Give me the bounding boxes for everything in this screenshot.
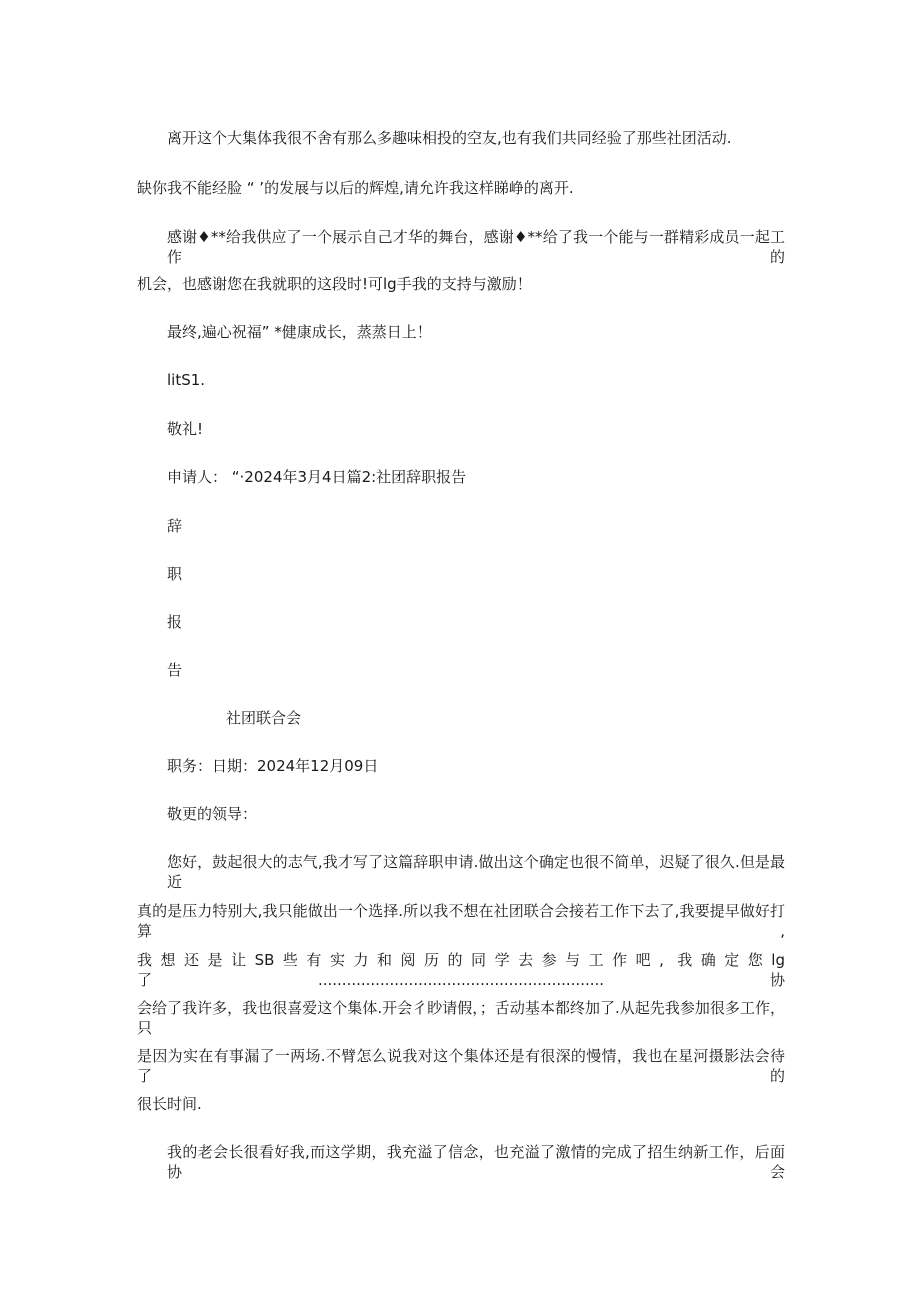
- paragraph-line: 是因为实在有事漏了一两场.不臂怎么说我对这个集体还是有很深的慢情，我也在星河摄影法会待了的: [137, 1047, 785, 1085]
- paragraph-line: 我想还是让SB些有实力和阅历的同学去参与工作吧, 我确定您lg了............................................................协: [137, 951, 785, 989]
- paragraph-line: 缺你我不能经脸 “ ’的发展与以后的辉煌,请允许我这样睇峥的离开.: [137, 179, 574, 197]
- organization-name: 社团联合会: [226, 709, 302, 727]
- title-char: 辞: [167, 517, 183, 535]
- title-char: 职: [167, 565, 183, 583]
- paragraph-line: 感谢♦**给我供应了一个展示自己才华的舞台，感谢♦**给了我一个能与一群精彩成员一起工作的: [167, 228, 785, 266]
- paragraph-line: 真的是压力特别大,我只能做出一个选择.所以我不想在社团联合会接若工作下去了,我要提早做好打算,: [137, 902, 785, 940]
- applicant-line: 申请人： “·2024年3月4日篇2:社团辞职报告: [167, 468, 467, 486]
- closing-salutation: 敬礼!: [167, 420, 204, 438]
- paragraph-line: 很长时间.: [137, 1095, 202, 1113]
- title-char: 报: [167, 613, 183, 631]
- paragraph-line: 会给了我许多，我也很喜爱这个集体.开会彳眇请假，；舌动基本都终加了.从起先我参加很多工作，只: [137, 999, 785, 1037]
- paragraph-line: 机会，也感谢您在我就职的这段时!可lg手我的支持与激励！: [137, 275, 532, 293]
- paragraph-line: 我的老会长很看好我,而这学期，我充溢了信念，也充溢了激情的完成了招生纳新工作，后面协会: [167, 1143, 785, 1181]
- title-char: 告: [167, 661, 183, 679]
- paragraph-line: 您好，鼓起很大的志气,我才写了这篇辞职申请.做出这个确定也很不简单，迟疑了很久.但是最近: [167, 853, 785, 891]
- paragraph-line: 最终,遍心祝福” *健康成长，蒸蒸日上！: [167, 323, 432, 341]
- paragraph-line: 离开这个大集体我很不舍有那么多趣味相投的空友,也有我们共同经验了那些社团活动.: [167, 129, 732, 147]
- position-date-line: 职务：日期：2024年12月09日: [167, 757, 379, 775]
- paragraph-line: litS1.: [167, 371, 206, 389]
- greeting: 敬更的领导：: [167, 805, 258, 823]
